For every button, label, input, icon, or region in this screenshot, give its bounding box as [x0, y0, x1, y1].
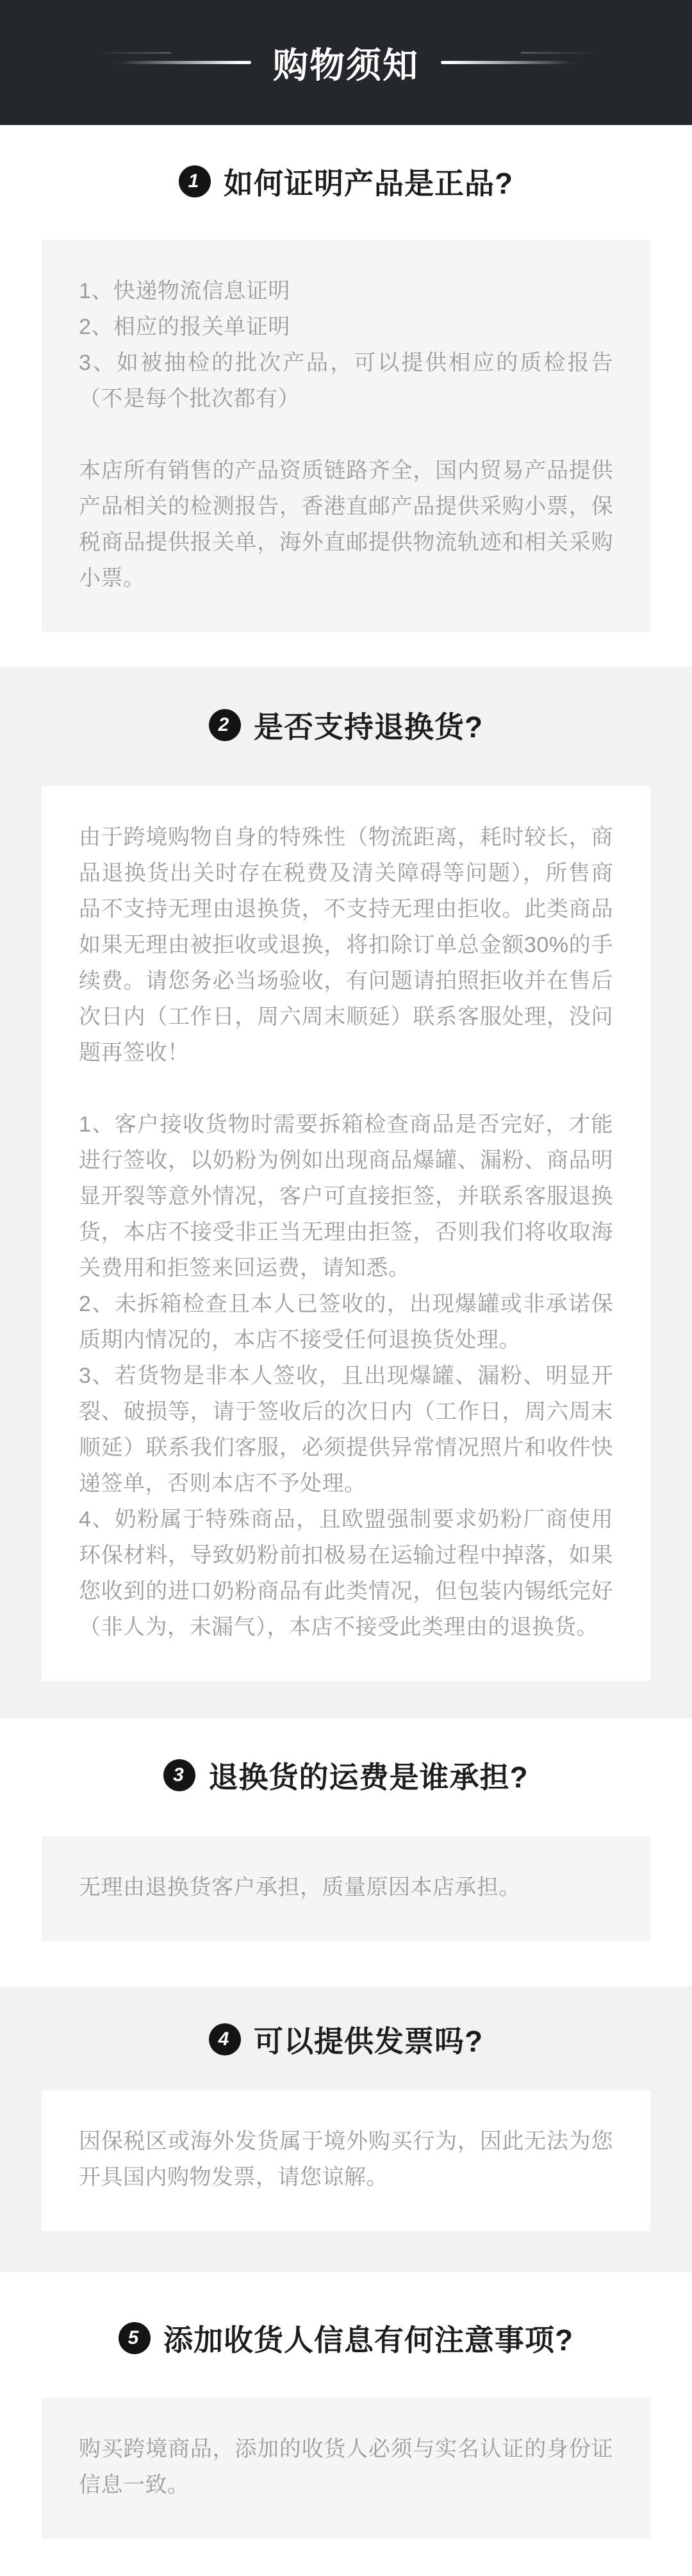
shipping-fee-card — [42, 1836, 650, 1941]
paragraph: 2、相应的报关单证明 — [79, 315, 290, 339]
recipient-info-card — [42, 2398, 650, 2539]
returns-rule-3: 3、若货物是非本人签收，且出现爆罐、漏粉、明显开裂、破损等，请于签收后的次日内（工作日，周六周末顺延）联系我们客服，必须提供异常情况照片和收件快递签单，否则本店不予处理。 — [79, 1364, 613, 1496]
banner-decor-line-left-icon — [113, 61, 251, 64]
section-returns-policy — [0, 667, 692, 1718]
paragraph: 3、如被抽检的批次产品，可以提供相应的质检报告（不是每个批次都有） — [79, 351, 613, 411]
section-shipping-fee — [0, 1718, 692, 1986]
shipping-fee-paragraph: 无理由退换货客户承担，质量原因本店承担。 — [79, 1875, 521, 1900]
section-authenticity — [0, 125, 692, 667]
authenticity-card — [42, 240, 650, 632]
number-3-badge-icon: 3 — [163, 1759, 195, 1791]
paragraph: 1、快递物流信息证明 — [79, 279, 290, 303]
page-banner — [0, 0, 692, 125]
recipient-info-paragraph: 购买跨境商品，添加的收货人必须与实名认证的身份证信息一致。 — [79, 2437, 613, 2497]
section-title-invoice: 可以提供发票吗? — [253, 2025, 484, 2058]
section-invoice — [0, 1986, 692, 2272]
paragraph: 本店所有销售的产品资质链路齐全，国内贸易产品提供产品相关的检测报告，香港直邮产品提供采购小票，保税商品提供报关单，海外直邮提供物流轨迹和相关采购小票。 — [79, 458, 613, 590]
invoice-paragraph: 因保税区或海外发货属于境外购买行为，因此无法为您开具国内购物发票，请您谅解。 — [79, 2129, 613, 2189]
number-1-badge-icon: 1 — [179, 165, 211, 197]
section-heading-invoice — [0, 2018, 692, 2061]
section-recipient-info — [0, 2272, 692, 2576]
section-title-returns: 是否支持退换货? — [253, 710, 484, 744]
returns-intro-paragraph: 由于跨境购物自身的特殊性（物流距离，耗时较长，商品退换货出关时存在税费及清关障碍等问题），所售商品不支持无理由退换货，不支持无理由拒收。此类商品如果无理由被拒收或退换，将扣除订单总金额30%的手续费。请您务必当场验收，有问题请拍照拒收并在售后次日内（工作日，周六周末顺延）联系客服处理，没问题再签收！ — [79, 825, 613, 1065]
returns-rule-2: 2、未拆箱检查且本人已签收的，出现爆罐或非承诺保质期内情况的，本店不接受任何退换货处理。 — [79, 1292, 613, 1352]
number-4-badge-icon: 4 — [209, 2023, 241, 2055]
section-title-shipping-fee: 退换货的运费是谁承担? — [208, 1761, 529, 1794]
number-2-badge-icon: 2 — [209, 709, 241, 741]
page-title: 购物须知 — [272, 46, 419, 85]
banner-decor-line-right-icon — [441, 61, 579, 64]
section-heading-authenticity — [0, 160, 692, 203]
section-title-recipient-info: 添加收货人信息有何注意事项? — [163, 2323, 574, 2357]
section-title-authenticity: 如何证明产品是正品? — [223, 167, 514, 200]
returns-rule-1: 1、客户接收货物时需要拆箱检查商品是否完好，才能进行签收，以奶粉为例如出现商品爆罐、漏粉、商品明显开裂等意外情况，客户可直接拒签，并联系客服退换货，本店不接受非正当无理由拒签，否则我们将收取海关费用和拒签来回运费，请知悉。 — [79, 1112, 613, 1280]
invoice-card — [42, 2090, 650, 2231]
returns-policy-card — [42, 786, 650, 1681]
returns-rule-4: 4、奶粉属于特殊商品，且欧盟强制要求奶粉厂商使用环保材料，导致奶粉前扣极易在运输过程中掉落，如果您收到的进口奶粉商品有此类情况，但包装内锡纸完好（非人为，未漏气），本店不接受此类理由的退换货。 — [79, 1507, 613, 1639]
section-heading-returns — [0, 704, 692, 746]
number-5-badge-icon: 5 — [119, 2322, 151, 2354]
section-heading-recipient-info — [0, 2317, 692, 2359]
section-heading-shipping-fee — [0, 1754, 692, 1796]
